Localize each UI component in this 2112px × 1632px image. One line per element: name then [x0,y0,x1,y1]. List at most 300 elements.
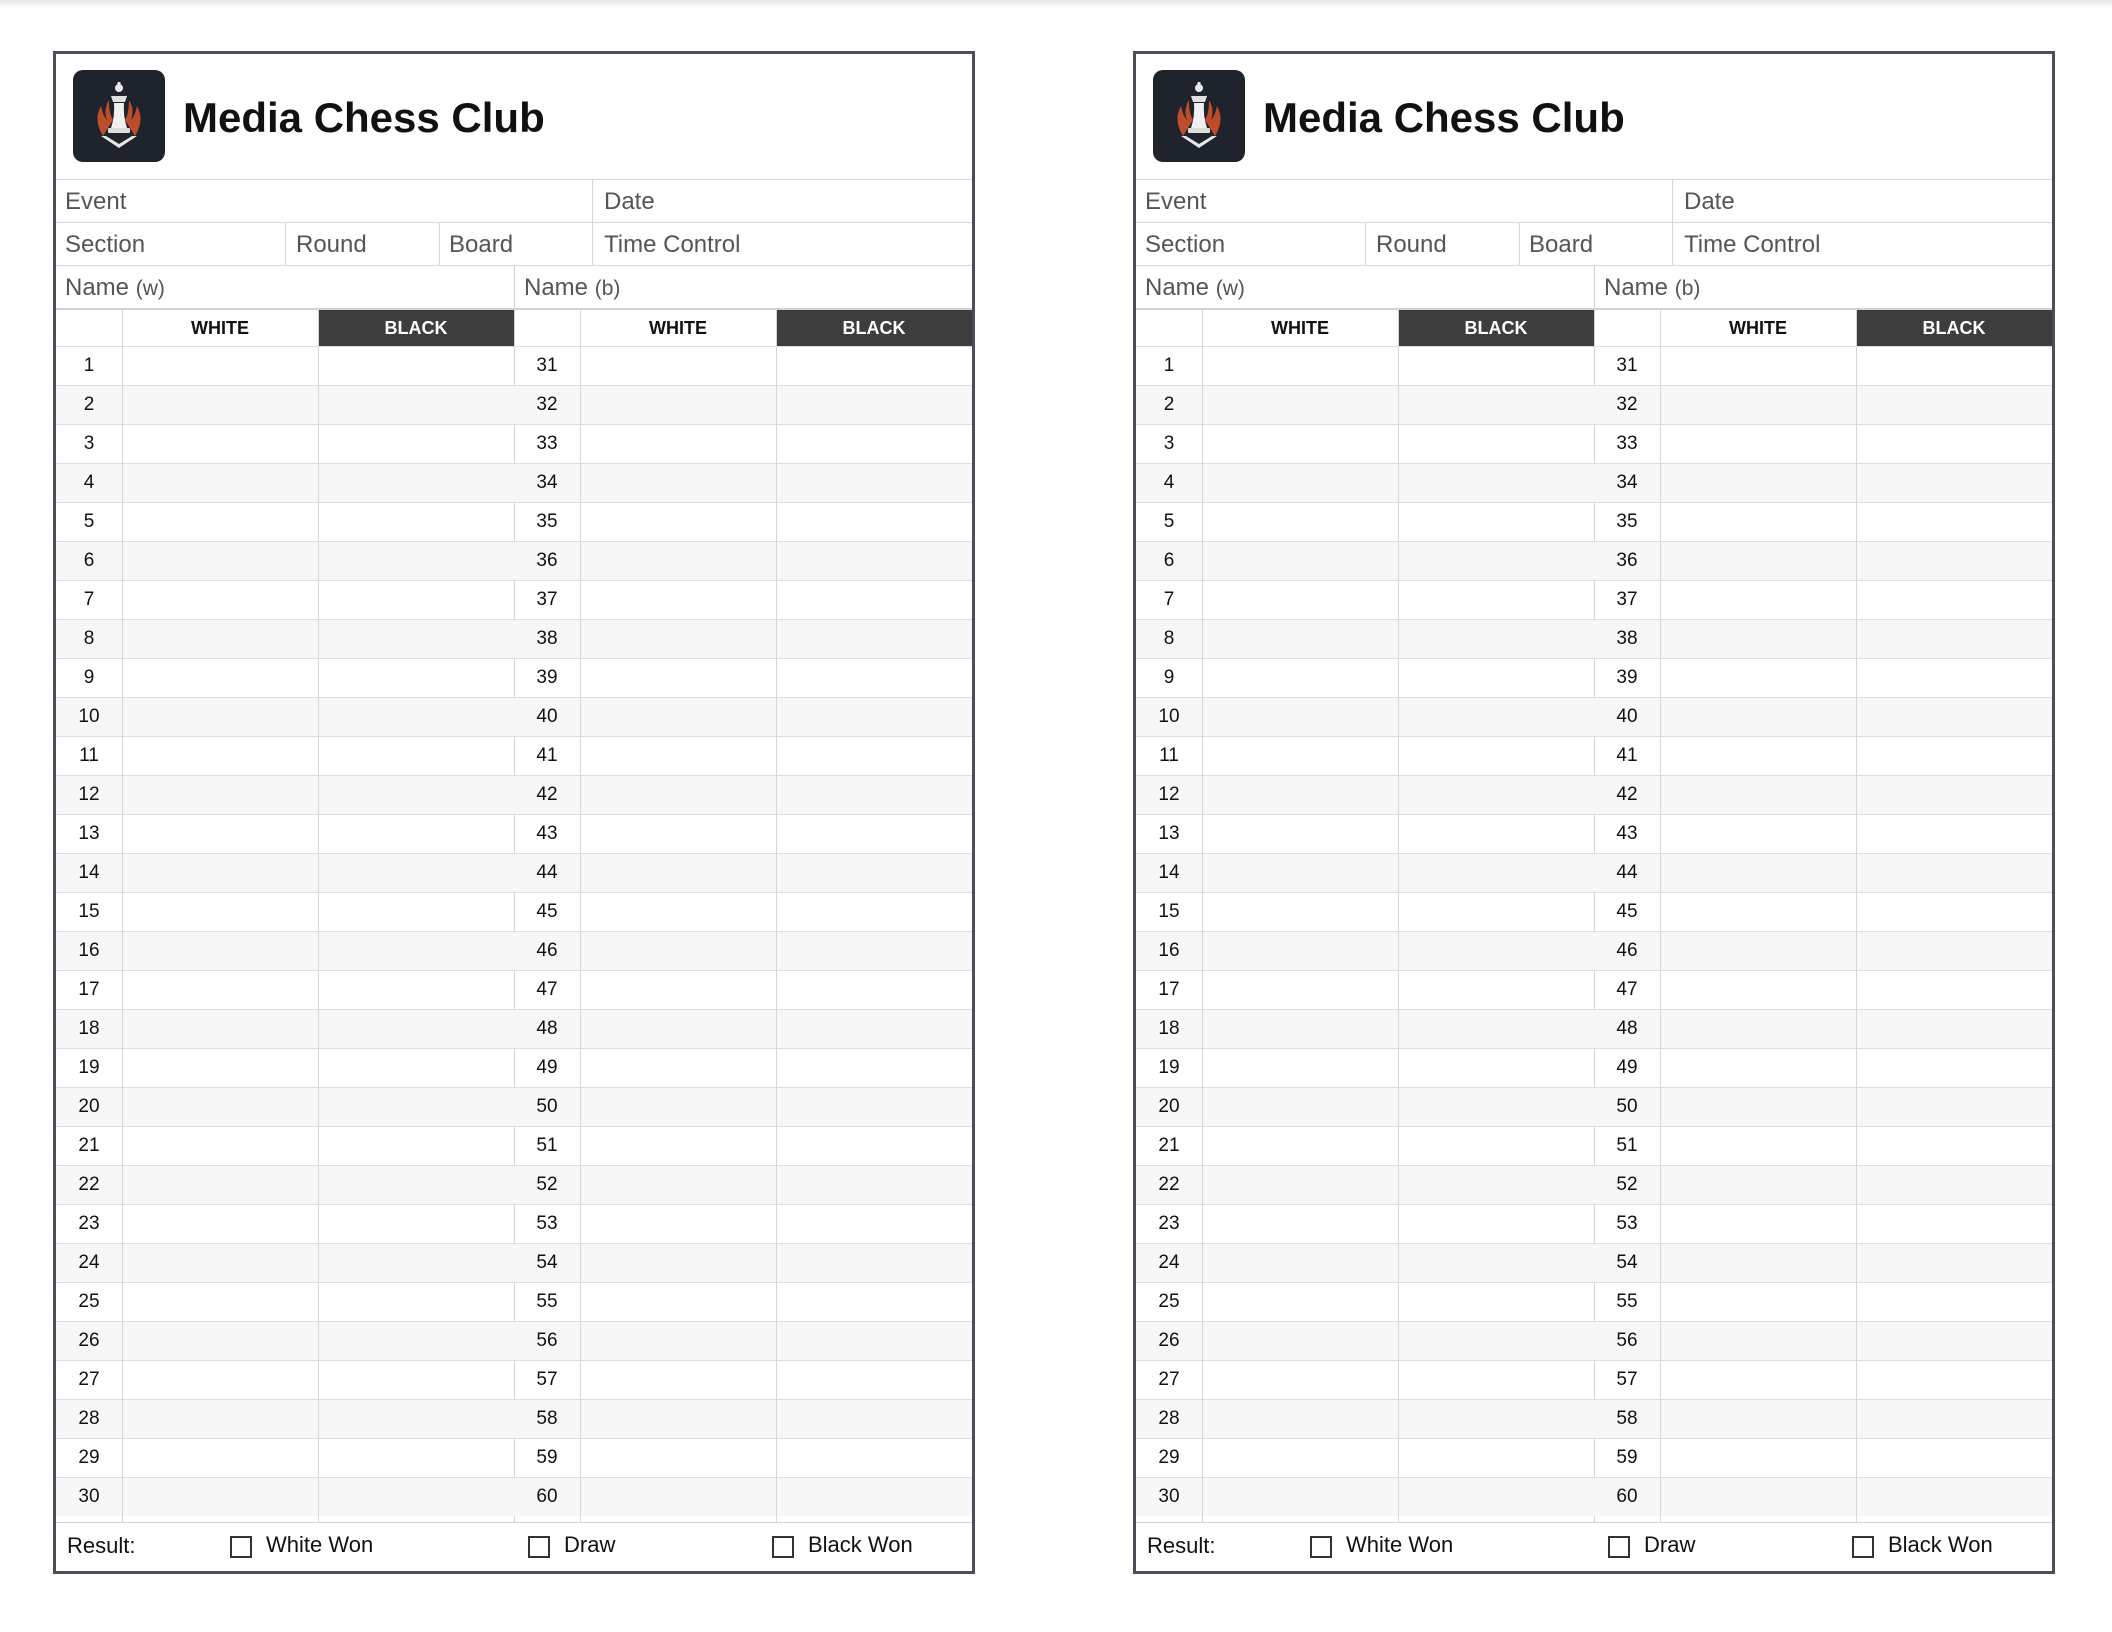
black-move-cell[interactable] [1856,1361,2052,1399]
white-move-cell[interactable] [122,854,318,892]
white-move-cell[interactable] [580,581,776,619]
result-label: Result: [67,1533,136,1558]
move-row [56,541,972,580]
black-move-cell[interactable] [1856,1010,2052,1048]
white-move-cell[interactable] [580,1244,776,1282]
white-move-cell[interactable] [1202,503,1398,541]
black-move-cell[interactable] [1856,581,2052,619]
white-move-cell[interactable] [1202,1439,1398,1477]
white-move-cell[interactable] [1660,1010,1856,1048]
white-move-cell[interactable] [1202,1205,1398,1243]
black-move-cell[interactable] [318,698,514,736]
white-move-cell[interactable] [1660,1244,1856,1282]
white-move-cell[interactable] [1660,386,1856,424]
black-move-cell[interactable] [776,971,972,1009]
white-move-cell[interactable] [1202,620,1398,658]
black-move-cell[interactable] [1398,854,1594,892]
date-field[interactable]: Date [604,188,655,215]
black-move-cell[interactable] [776,1127,972,1165]
black-move-cell[interactable] [318,1400,514,1438]
white-move-cell[interactable] [122,737,318,775]
white-move-cell[interactable] [1202,776,1398,814]
white-move-cell[interactable] [580,737,776,775]
black-move-cell[interactable] [776,776,972,814]
move-number: 37 [1616,589,1638,610]
white-move-cell[interactable] [1660,1283,1856,1321]
black-move-cell[interactable] [776,737,972,775]
white-move-cell[interactable] [1660,1166,1856,1204]
white-move-cell[interactable] [580,542,776,580]
black-move-cell[interactable] [1398,893,1594,931]
black-move-cell[interactable] [318,503,514,541]
draw-checkbox[interactable] [1608,1536,1630,1558]
white-move-cell[interactable] [1202,581,1398,619]
black-move-cell[interactable] [1398,971,1594,1009]
black-move-cell[interactable] [776,581,972,619]
white-move-cell[interactable] [580,425,776,463]
white-move-cell[interactable] [1660,659,1856,697]
black-move-cell[interactable] [1398,1439,1594,1477]
black-move-cell[interactable] [318,815,514,853]
white-column-header: WHITE [1660,310,1856,346]
move-number: 15 [78,901,100,922]
white-move-cell[interactable] [1660,1361,1856,1399]
white-move-cell[interactable] [1660,815,1856,853]
black-move-cell[interactable] [1856,620,2052,658]
black-move-cell[interactable] [776,1361,972,1399]
white-move-cell[interactable] [1202,1322,1398,1360]
black-move-cell[interactable] [1398,542,1594,580]
black-name-field[interactable] [1604,274,1700,302]
move-number: 54 [1616,1252,1638,1273]
black-move-cell[interactable] [318,1283,514,1321]
black-move-cell[interactable] [1856,1205,2052,1243]
board-field[interactable]: Board [449,231,514,258]
white-name-field[interactable] [65,274,165,302]
white-move-cell[interactable] [122,932,318,970]
white-move-cell[interactable] [122,971,318,1009]
white-move-cell[interactable] [580,1127,776,1165]
move-number: 23 [1158,1213,1180,1234]
white-move-cell[interactable] [1660,503,1856,541]
white-move-cell[interactable] [122,1010,318,1048]
white-move-cell[interactable] [1202,347,1398,385]
black-move-cell[interactable] [1398,386,1594,424]
white-move-cell[interactable] [122,698,318,736]
black-move-cell[interactable] [318,1439,514,1477]
white-won-checkbox[interactable] [230,1536,252,1558]
black-move-cell[interactable] [1856,971,2052,1009]
move-row [56,658,972,697]
white-move-cell[interactable] [1660,698,1856,736]
white-move-cell[interactable] [122,464,318,502]
result-bar [1136,1522,2052,1572]
black-move-cell[interactable] [776,854,972,892]
move-number: 7 [83,589,95,610]
black-move-cell[interactable] [776,620,972,658]
white-move-cell[interactable] [1660,854,1856,892]
move-row [1136,736,2052,775]
black-name-field[interactable] [524,274,620,302]
black-move-cell[interactable] [776,1283,972,1321]
black-move-cell[interactable] [1398,581,1594,619]
black-move-cell[interactable] [1398,1322,1594,1360]
white-name-suffix: (w) [1215,277,1245,300]
white-move-cell[interactable] [122,1244,318,1282]
white-move-cell[interactable] [580,1049,776,1087]
white-move-cell[interactable] [122,1478,318,1516]
move-row [1136,1477,2052,1516]
move-number: 55 [1616,1291,1638,1312]
black-move-cell[interactable] [1398,698,1594,736]
white-move-cell[interactable] [1202,737,1398,775]
black-move-cell[interactable] [1856,1478,2052,1516]
white-move-cell[interactable] [1202,386,1398,424]
black-move-cell[interactable] [318,347,514,385]
black-move-cell[interactable] [1398,1244,1594,1282]
black-move-cell[interactable] [318,1205,514,1243]
move-number: 14 [78,862,100,883]
white-move-cell[interactable] [580,1166,776,1204]
white-move-cell[interactable] [1202,1088,1398,1126]
black-move-cell[interactable] [1856,1088,2052,1126]
white-move-cell[interactable] [122,815,318,853]
white-move-cell[interactable] [1660,1088,1856,1126]
move-number: 56 [536,1330,558,1351]
black-move-cell[interactable] [776,1088,972,1126]
black-won-checkbox[interactable] [1852,1536,1874,1558]
white-move-cell[interactable] [1202,1010,1398,1048]
white-move-cell[interactable] [1660,464,1856,502]
white-move-cell[interactable] [1660,1049,1856,1087]
white-move-cell[interactable] [580,1205,776,1243]
move-number: 13 [1158,823,1180,844]
move-number: 23 [78,1213,100,1234]
black-move-cell[interactable] [776,1166,972,1204]
white-move-cell[interactable] [122,659,318,697]
white-move-cell[interactable] [1202,1400,1398,1438]
black-move-cell[interactable] [1856,425,2052,463]
white-move-cell[interactable] [580,1439,776,1477]
white-move-cell[interactable] [1202,464,1398,502]
black-move-cell[interactable] [776,1400,972,1438]
black-move-cell[interactable] [318,1010,514,1048]
black-move-cell[interactable] [1856,854,2052,892]
black-move-cell[interactable] [1398,1166,1594,1204]
move-row [1136,385,2052,424]
white-move-cell[interactable] [580,620,776,658]
black-move-cell[interactable] [318,932,514,970]
black-move-cell[interactable] [776,932,972,970]
black-move-cell[interactable] [1856,1127,2052,1165]
black-move-cell[interactable] [1398,425,1594,463]
white-move-cell[interactable] [580,347,776,385]
black-move-cell[interactable] [776,542,972,580]
white-move-cell[interactable] [1202,854,1398,892]
black-move-cell[interactable] [776,464,972,502]
black-move-cell[interactable] [318,971,514,1009]
time-control-field[interactable]: Time Control [604,231,741,258]
white-move-cell[interactable] [1202,1361,1398,1399]
move-number: 4 [83,472,95,493]
black-move-cell[interactable] [1398,1049,1594,1087]
black-move-cell[interactable] [318,854,514,892]
white-move-cell[interactable] [122,1127,318,1165]
time-control-field[interactable]: Time Control [1684,231,1821,258]
black-move-cell[interactable] [318,1049,514,1087]
white-move-cell[interactable] [1202,425,1398,463]
move-number: 58 [536,1408,558,1429]
section-field[interactable]: Section [65,231,146,258]
white-move-cell[interactable] [580,1322,776,1360]
black-move-cell[interactable] [1856,1166,2052,1204]
black-move-cell[interactable] [1398,1010,1594,1048]
white-move-cell[interactable] [122,347,318,385]
black-name-suffix: (b) [1674,277,1701,300]
black-move-cell[interactable] [1398,1283,1594,1321]
white-move-cell[interactable] [1660,620,1856,658]
white-move-cell[interactable] [1202,659,1398,697]
white-move-cell[interactable] [580,1010,776,1048]
white-move-cell[interactable] [580,659,776,697]
board-field[interactable]: Board [1529,231,1594,258]
white-move-cell[interactable] [1202,1127,1398,1165]
move-number: 28 [78,1408,100,1429]
black-move-cell[interactable] [1856,1400,2052,1438]
black-move-cell[interactable] [1856,698,2052,736]
move-number: 59 [536,1447,558,1468]
black-move-cell[interactable] [776,815,972,853]
black-move-cell[interactable] [1856,1049,2052,1087]
white-move-cell[interactable] [580,854,776,892]
black-move-cell[interactable] [318,1127,514,1165]
move-row [56,853,972,892]
black-move-cell[interactable] [1398,932,1594,970]
black-move-cell[interactable] [318,1244,514,1282]
move-row [1136,502,2052,541]
black-move-cell[interactable] [776,1439,972,1477]
black-move-cell[interactable] [318,737,514,775]
move-number: 39 [1616,667,1638,688]
black-move-cell[interactable] [776,503,972,541]
black-move-cell[interactable] [318,1088,514,1126]
black-move-cell[interactable] [1856,464,2052,502]
black-move-cell[interactable] [318,1478,514,1516]
black-move-cell[interactable] [1856,347,2052,385]
white-move-cell[interactable] [580,971,776,1009]
black-move-cell[interactable] [318,659,514,697]
white-move-cell[interactable] [1202,971,1398,1009]
white-name-field[interactable] [1145,274,1245,302]
white-move-cell[interactable] [122,620,318,658]
white-won-checkbox[interactable] [1310,1536,1332,1558]
black-move-cell[interactable] [1856,503,2052,541]
black-move-cell[interactable] [1856,776,2052,814]
black-name-label: Name [524,274,589,301]
black-move-cell[interactable] [1856,542,2052,580]
move-number: 29 [78,1447,100,1468]
black-move-cell[interactable] [1398,1127,1594,1165]
black-move-cell[interactable] [776,425,972,463]
date-field[interactable]: Date [1684,188,1735,215]
black-move-cell[interactable] [318,464,514,502]
black-move-cell[interactable] [1398,815,1594,853]
white-move-cell[interactable] [122,1205,318,1243]
black-move-cell[interactable] [776,386,972,424]
white-move-cell[interactable] [1660,1322,1856,1360]
black-move-cell[interactable] [1398,464,1594,502]
white-move-cell[interactable] [122,1283,318,1321]
black-move-cell[interactable] [318,1322,514,1360]
event-field[interactable]: Event [65,188,127,215]
white-move-cell[interactable] [580,1400,776,1438]
black-move-cell[interactable] [776,1049,972,1087]
white-move-cell[interactable] [580,386,776,424]
white-move-cell[interactable] [122,1049,318,1087]
white-move-cell[interactable] [122,386,318,424]
white-move-cell[interactable] [1660,776,1856,814]
black-move-cell[interactable] [1856,659,2052,697]
black-move-cell[interactable] [318,620,514,658]
white-move-cell[interactable] [122,893,318,931]
white-move-cell[interactable] [580,893,776,931]
black-move-cell[interactable] [1856,737,2052,775]
black-move-cell[interactable] [776,659,972,697]
black-move-cell[interactable] [318,893,514,931]
white-move-cell[interactable] [1660,932,1856,970]
round-field[interactable]: Round [296,231,367,258]
black-move-cell[interactable] [776,698,972,736]
black-move-cell[interactable] [776,893,972,931]
white-move-cell[interactable] [122,1166,318,1204]
white-move-cell[interactable] [122,581,318,619]
white-move-cell[interactable] [1202,815,1398,853]
black-move-cell[interactable] [1856,893,2052,931]
section-field[interactable]: Section [1145,231,1226,258]
black-move-cell[interactable] [1398,1088,1594,1126]
move-number: 40 [1616,706,1638,727]
black-move-cell[interactable] [1398,620,1594,658]
white-move-cell[interactable] [122,1361,318,1399]
black-move-cell[interactable] [1398,776,1594,814]
move-row [1136,1438,2052,1477]
black-move-cell[interactable] [1856,1244,2052,1282]
white-move-cell[interactable] [580,503,776,541]
white-move-cell[interactable] [580,1478,776,1516]
white-won-label: White Won [1346,1532,1454,1557]
black-move-cell[interactable] [1856,932,2052,970]
white-move-cell[interactable] [1202,1244,1398,1282]
white-move-cell[interactable] [122,425,318,463]
black-move-cell[interactable] [318,386,514,424]
white-move-cell[interactable] [1202,698,1398,736]
white-move-cell[interactable] [1660,425,1856,463]
white-move-cell[interactable] [1202,542,1398,580]
black-move-cell[interactable] [318,1166,514,1204]
black-move-cell[interactable] [1398,503,1594,541]
white-move-cell[interactable] [580,1088,776,1126]
black-move-cell[interactable] [1856,815,2052,853]
round-field[interactable]: Round [1376,231,1447,258]
white-move-cell[interactable] [122,1088,318,1126]
white-move-cell[interactable] [1202,1166,1398,1204]
event-field[interactable]: Event [1145,188,1207,215]
black-won-checkbox[interactable] [772,1536,794,1558]
black-move-cell[interactable] [776,1322,972,1360]
white-move-cell[interactable] [1660,1400,1856,1438]
white-move-cell[interactable] [122,503,318,541]
black-move-cell[interactable] [318,1361,514,1399]
white-move-cell[interactable] [1660,581,1856,619]
black-move-cell[interactable] [1856,1322,2052,1360]
move-number: 12 [1158,784,1180,805]
white-move-cell[interactable] [1202,893,1398,931]
white-move-cell[interactable] [1202,1478,1398,1516]
white-move-cell[interactable] [122,1322,318,1360]
white-move-cell[interactable] [122,776,318,814]
white-move-cell[interactable] [1660,1439,1856,1477]
white-move-cell[interactable] [580,1283,776,1321]
black-move-cell[interactable] [1398,347,1594,385]
draw-checkbox[interactable] [528,1536,550,1558]
white-move-cell[interactable] [580,815,776,853]
black-move-cell[interactable] [318,425,514,463]
white-move-cell[interactable] [1202,1049,1398,1087]
black-move-cell[interactable] [776,1244,972,1282]
black-move-cell[interactable] [1398,1400,1594,1438]
black-move-cell[interactable] [1856,1283,2052,1321]
white-move-cell[interactable] [1660,1205,1856,1243]
black-move-cell[interactable] [1856,1439,2052,1477]
white-move-cell[interactable] [1660,1478,1856,1516]
black-move-cell[interactable] [1856,386,2052,424]
move-number: 48 [1616,1018,1638,1039]
white-move-cell[interactable] [580,698,776,736]
black-move-cell[interactable] [1398,659,1594,697]
white-move-cell[interactable] [1202,932,1398,970]
black-move-cell[interactable] [776,1478,972,1516]
move-number: 49 [1616,1057,1638,1078]
black-move-cell[interactable] [1398,1361,1594,1399]
white-move-cell[interactable] [580,1361,776,1399]
white-move-cell[interactable] [1660,347,1856,385]
move-row [1136,580,2052,619]
black-move-cell[interactable] [1398,737,1594,775]
white-move-cell[interactable] [1660,542,1856,580]
black-move-cell[interactable] [776,347,972,385]
white-move-cell[interactable] [1202,1283,1398,1321]
white-move-cell[interactable] [1660,1127,1856,1165]
black-move-cell[interactable] [318,776,514,814]
white-move-cell[interactable] [122,542,318,580]
white-move-cell[interactable] [580,932,776,970]
white-move-cell[interactable] [580,464,776,502]
white-move-cell[interactable] [580,776,776,814]
black-move-cell[interactable] [1398,1478,1594,1516]
black-move-cell[interactable] [776,1205,972,1243]
black-move-cell[interactable] [318,581,514,619]
white-move-cell[interactable] [122,1439,318,1477]
white-move-cell[interactable] [1660,971,1856,1009]
white-move-cell[interactable] [122,1400,318,1438]
black-move-cell[interactable] [776,1010,972,1048]
black-move-cell[interactable] [1398,1205,1594,1243]
move-row [1136,658,2052,697]
move-row [56,970,972,1009]
black-move-cell[interactable] [318,542,514,580]
white-move-cell[interactable] [1660,737,1856,775]
white-move-cell[interactable] [1660,893,1856,931]
